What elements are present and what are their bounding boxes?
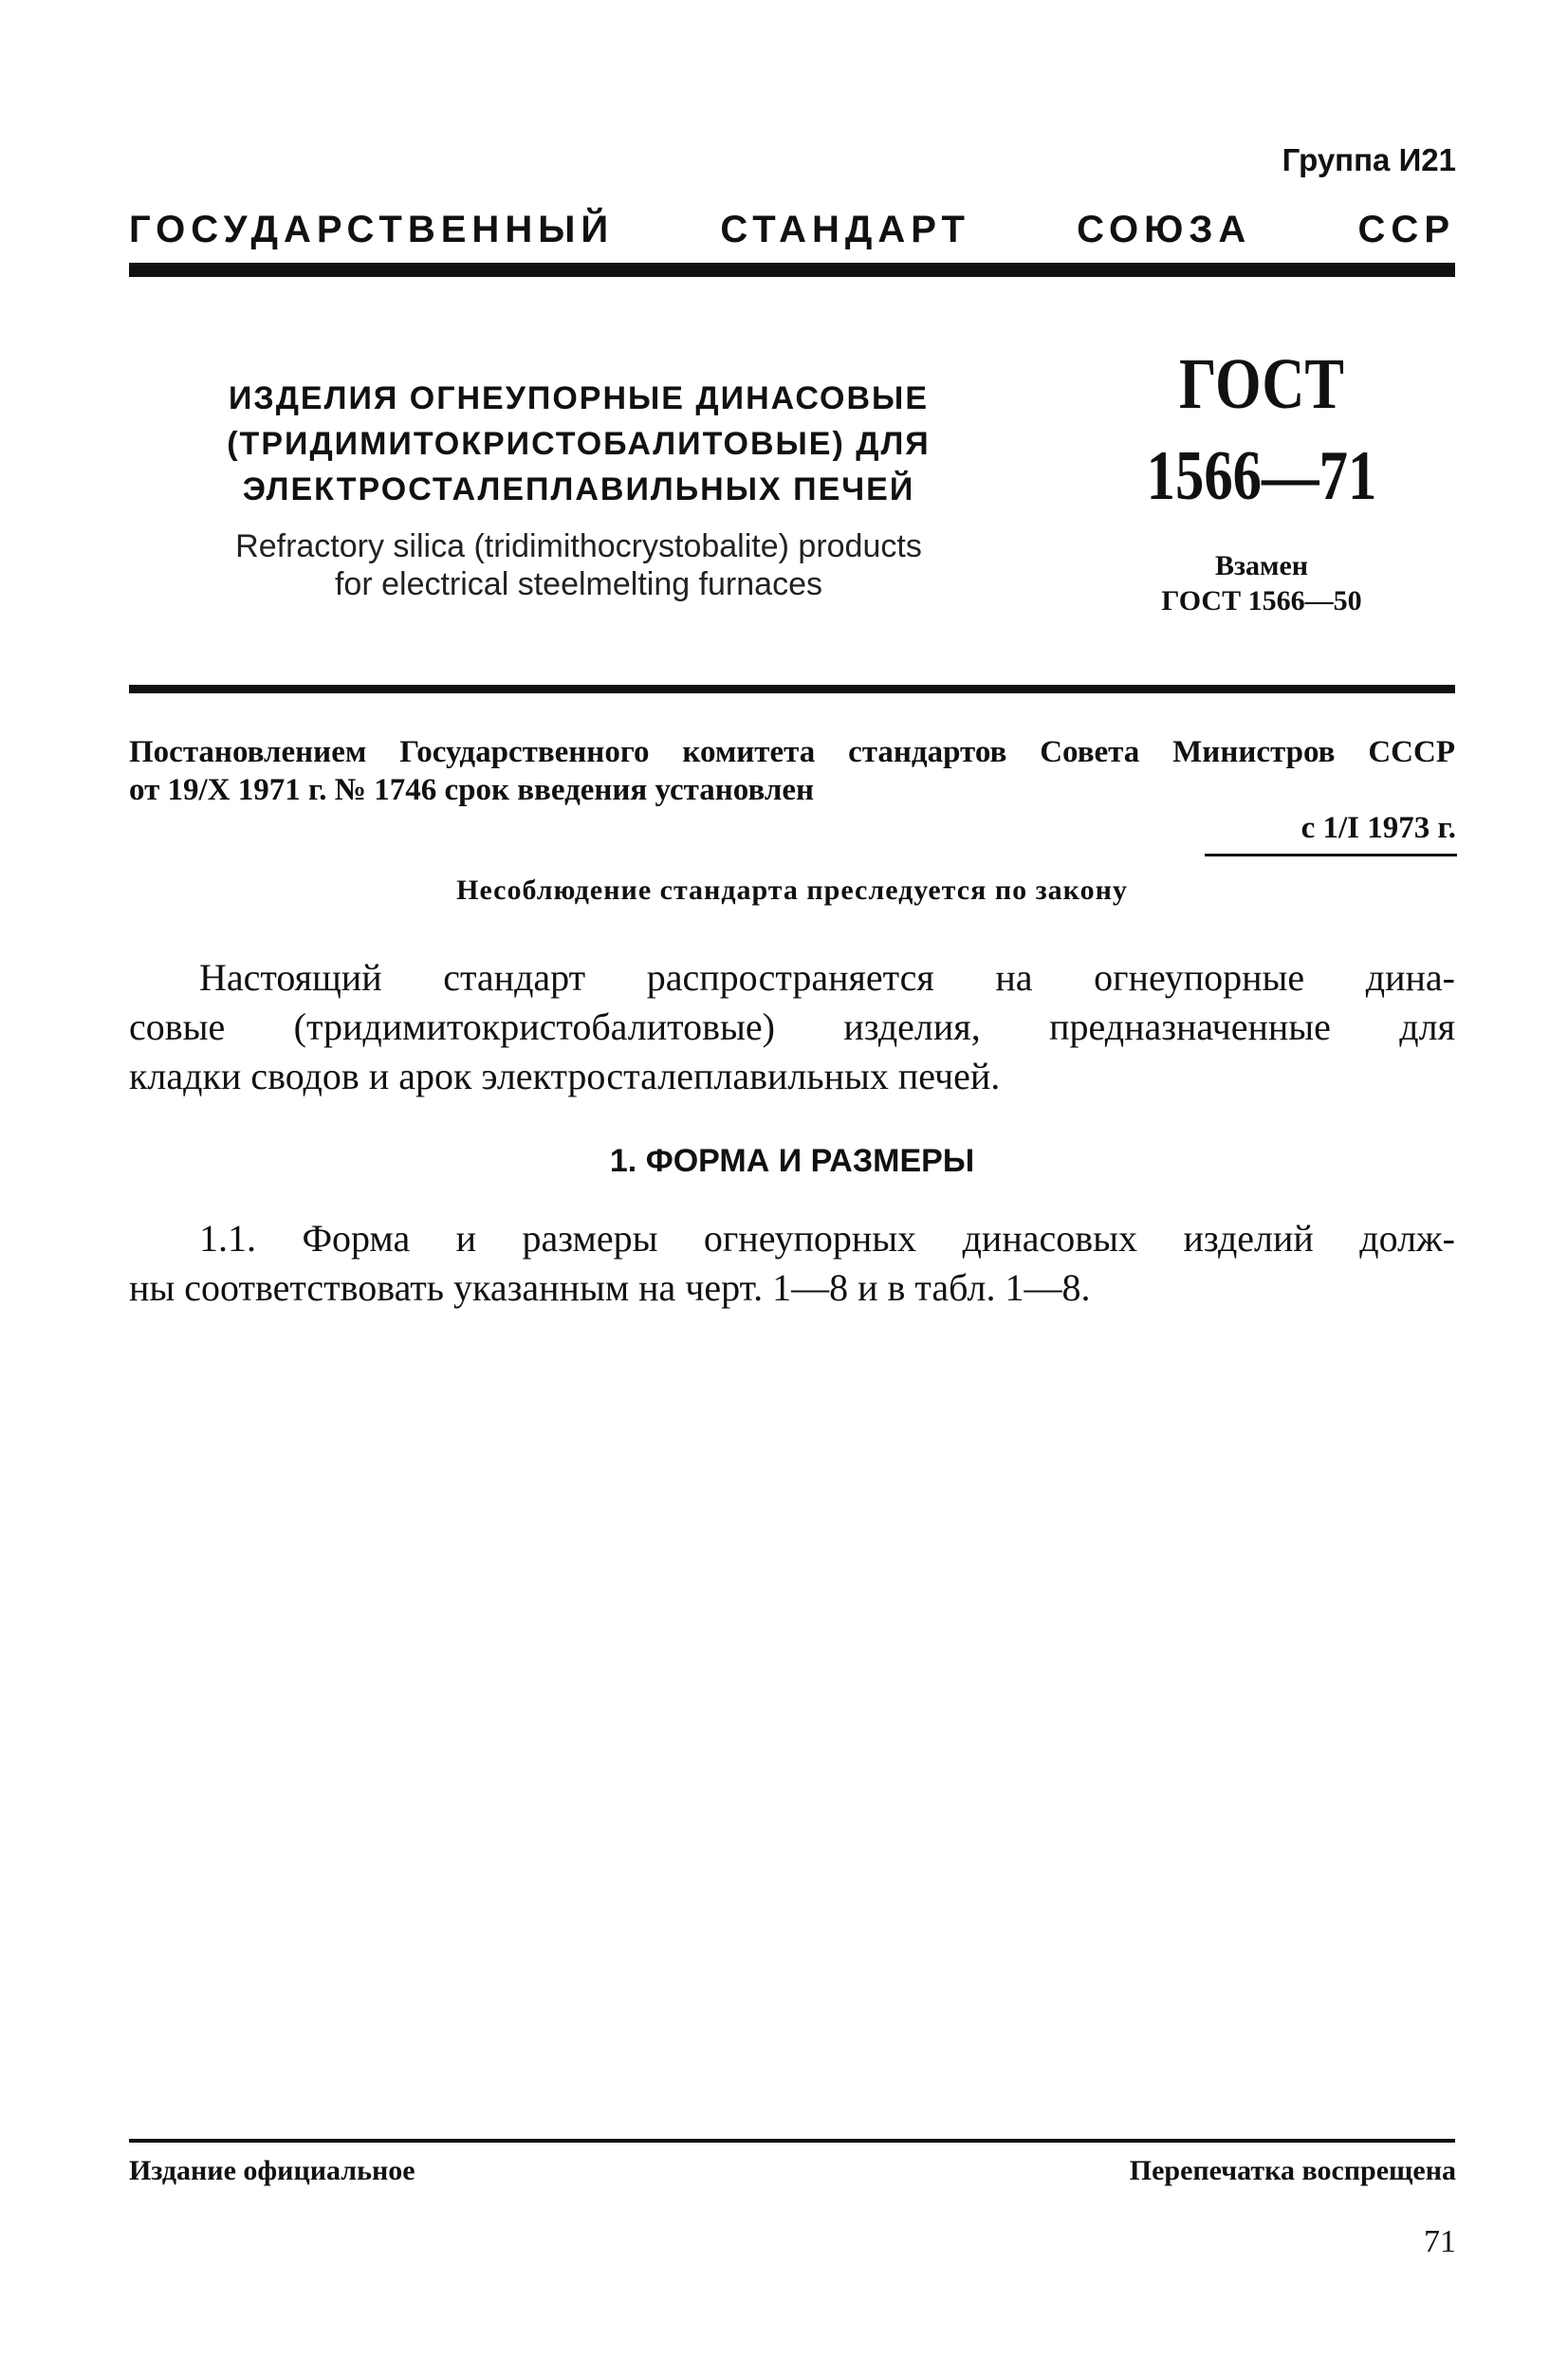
decree-line: Постановлением Государственного комитета стандартов Совета Министров СССР — [129, 735, 1455, 769]
title-english — [161, 527, 996, 603]
middle-heavy-rule — [129, 685, 1455, 693]
clause-line: ны соответствовать указанным на черт. 1—8 и в табл. 1—8. — [129, 1266, 1091, 1309]
reprint-prohibited-note: Перепечатка воспрещена — [1129, 2155, 1456, 2186]
title-russian — [161, 376, 996, 512]
state-standard-heading: ГОСУДАРСТВЕННЫЙ СТАНДАРТ СОЮЗА ССР — [129, 209, 1455, 250]
effective-date-underline — [1205, 854, 1457, 856]
page-number: 71 — [1424, 2224, 1456, 2259]
footer-rule — [129, 2139, 1455, 2143]
official-edition-note: Издание официальное — [129, 2155, 415, 2186]
law-notice: Несоблюдение стандарта преследуется по закону — [456, 875, 1128, 906]
title-ru-line: ИЗДЕЛИЯ ОГНЕУПОРНЫЕ ДИНАСОВЫЕ — [228, 380, 930, 416]
intro-paragraph-line: Настоящий стандарт распространяется на огнеупорные дина- — [199, 956, 1455, 999]
title-ru-line: (ТРИДИМИТОКРИСТОБАЛИТОВЫЕ) ДЛЯ — [227, 426, 931, 462]
intro-paragraph-line: совые (тридимитокристобалитовые) изделия, предназначенные для — [129, 1005, 1455, 1048]
clause-line: 1.1. Форма и размеры огнеупорных динасовых изделий долж- — [199, 1217, 1455, 1260]
top-heavy-rule — [129, 263, 1455, 277]
effective-date: с 1/I 1973 г. — [1301, 811, 1456, 845]
decree-line: от 19/X 1971 г. № 1746 срок введения установлен — [129, 773, 815, 807]
gost-label: ГОСТ — [1179, 344, 1344, 424]
intro-paragraph-line: кладки сводов и арок электросталеплавильных печей. — [129, 1055, 1001, 1097]
title-en-line: Refractory silica (tridimithocrystobalite) products — [235, 528, 922, 564]
group-label: Группа И21 — [1282, 142, 1456, 177]
title-en-line: for electrical steelmelting furnaces — [334, 566, 822, 602]
gost-number: 1566—71 — [1146, 437, 1377, 515]
replaces-document: ГОСТ 1566—50 — [1161, 585, 1362, 617]
replaces-label: Взамен — [1214, 550, 1309, 581]
section-heading: 1. ФОРМА И РАЗМЕРЫ — [609, 1143, 975, 1179]
title-ru-line: ЭЛЕКТРОСТАЛЕПЛАВИЛЬНЫХ ПЕЧЕЙ — [242, 471, 915, 507]
